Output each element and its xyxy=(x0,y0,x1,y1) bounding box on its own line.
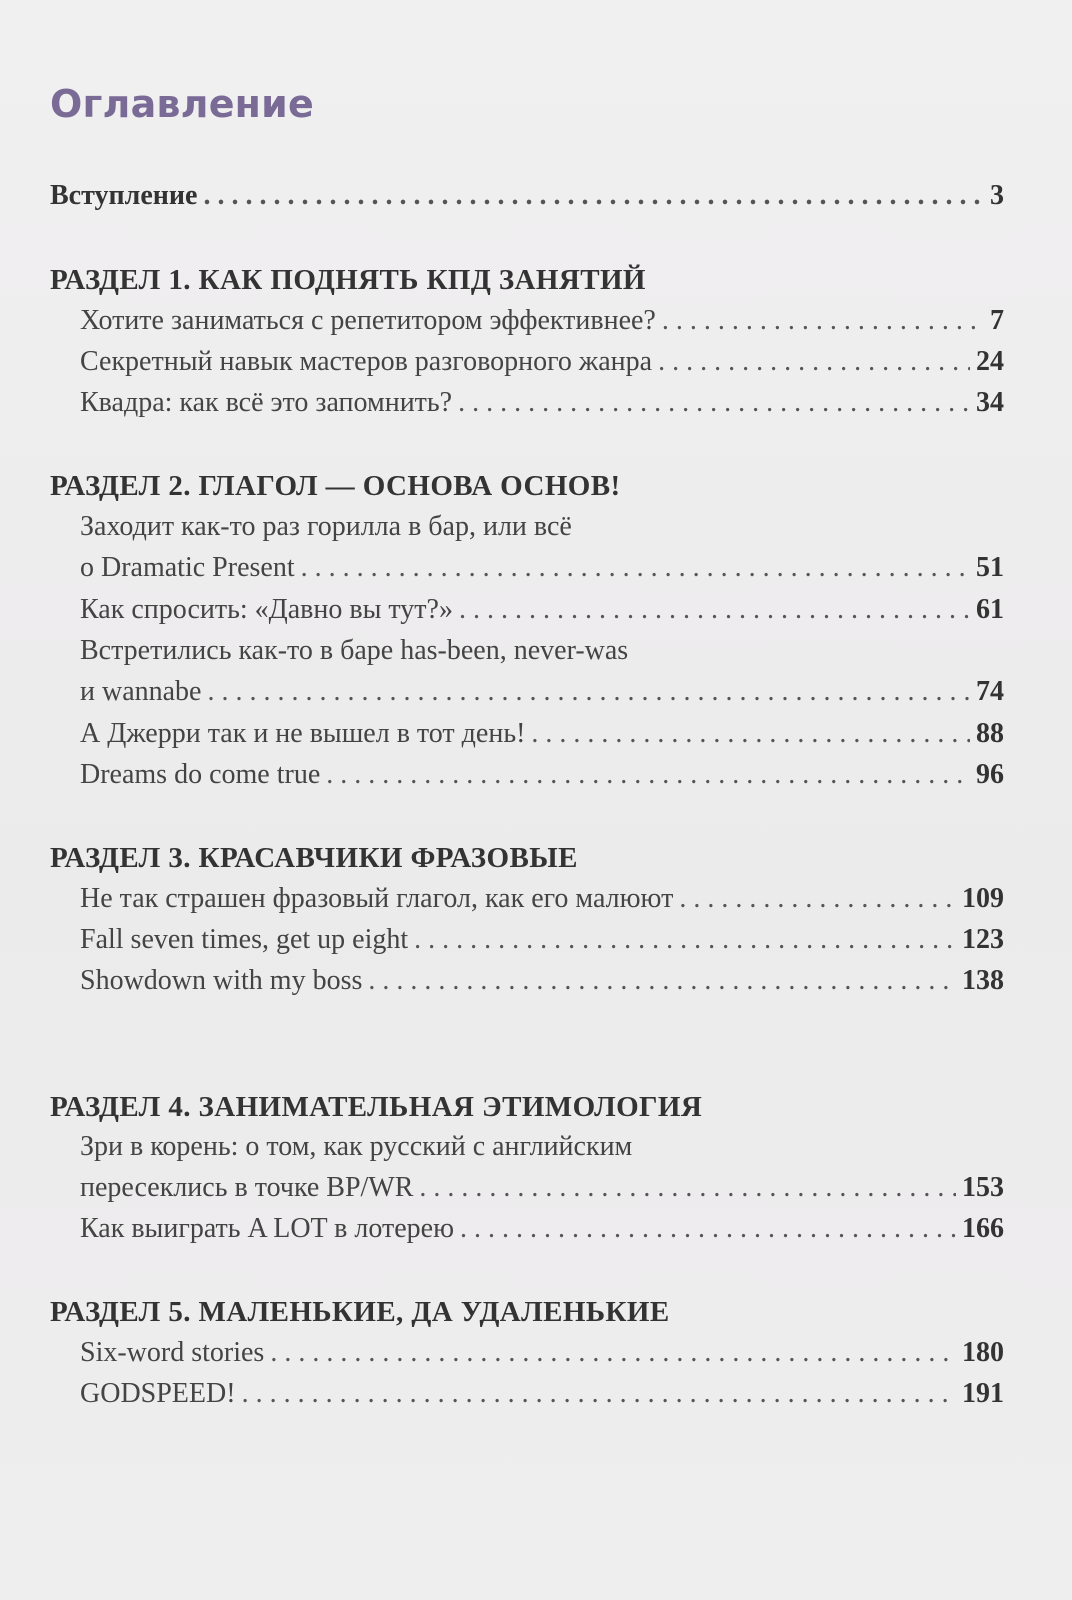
toc-entry-page: 74 xyxy=(976,676,1004,707)
dot-leader xyxy=(460,1213,956,1245)
toc-entry[interactable] xyxy=(80,552,1004,590)
dot-leader xyxy=(419,1172,956,1204)
toc-entry-page: 51 xyxy=(976,552,1004,583)
toc-entry[interactable] xyxy=(80,305,1004,343)
toc-entry[interactable] xyxy=(80,1172,1004,1210)
dot-leader xyxy=(368,965,956,997)
dot-leader xyxy=(203,180,984,212)
toc-entry-title: Dreams do come true xyxy=(80,759,321,790)
toc-entry-page: 61 xyxy=(976,594,1004,625)
toc-entry[interactable] xyxy=(80,594,1004,632)
toc-entry-title: и wannabe xyxy=(80,676,202,707)
dot-leader xyxy=(414,924,956,956)
toc-entry-title: Хотите заниматься с репетитором эффективнее? xyxy=(80,305,656,336)
toc-entry[interactable] xyxy=(80,924,1004,962)
toc-entry-title: Вступление xyxy=(50,180,198,211)
toc-entry-page: 166 xyxy=(962,1213,1004,1244)
dot-leader xyxy=(208,676,971,708)
section-title: РАЗДЕЛ 4. ЗАНИМАТЕЛЬНАЯ ЭТИМОЛОГИЯ xyxy=(50,1091,703,1123)
toc-entry[interactable] xyxy=(80,1337,1004,1375)
toc-entry-page: 191 xyxy=(962,1378,1004,1409)
section-title: РАЗДЕЛ 3. КРАСАВЧИКИ ФРАЗОВЫЕ xyxy=(50,842,578,874)
toc-entry-title: Секретный навык мастеров разговорного жанра xyxy=(80,346,653,377)
toc-entry-page: 88 xyxy=(976,718,1004,749)
toc-entry-title-line1: Заходит как-то раз горилла в бар, или всё xyxy=(80,511,572,542)
dot-leader xyxy=(459,594,970,626)
dot-leader xyxy=(679,883,956,915)
toc-entry-title: GODSPEED! xyxy=(80,1378,236,1409)
toc-entry-page: 7 xyxy=(990,305,1004,336)
toc-entry-title: Как выиграть A LOT в лотерею xyxy=(80,1213,454,1244)
dot-leader xyxy=(242,1378,956,1410)
toc-entry-title: Не так страшен фразовый глагол, как его малюют xyxy=(80,883,674,914)
toc-entry-page: 153 xyxy=(962,1172,1004,1203)
toc-entry-title: пересеклись в точке ВР/WR xyxy=(80,1172,414,1203)
toc-entry[interactable] xyxy=(80,346,1004,384)
toc-entry[interactable] xyxy=(80,1213,1004,1251)
toc-entry-title: Fall seven times, get up eight xyxy=(80,924,409,955)
toc-entry[interactable] xyxy=(80,965,1004,1003)
toc-entry-title: о Dramatic Present xyxy=(80,552,295,583)
toc-entry[interactable] xyxy=(80,387,1004,425)
toc-entry[interactable] xyxy=(80,1378,1004,1416)
toc-entry-intro[interactable] xyxy=(50,180,1004,218)
toc-entry-page: 3 xyxy=(990,180,1004,211)
toc-heading: Оглавление xyxy=(50,82,314,126)
section-title: РАЗДЕЛ 2. ГЛАГОЛ — ОСНОВА ОСНОВ! xyxy=(50,470,621,502)
toc-entry-page: 180 xyxy=(962,1337,1004,1368)
dot-leader xyxy=(326,759,970,791)
toc-entry[interactable] xyxy=(80,883,1004,921)
toc-entry-page: 96 xyxy=(976,759,1004,790)
toc-entry-title: Квадра: как всё это запомнить? xyxy=(80,387,453,418)
toc-entry-page: 109 xyxy=(962,883,1004,914)
dot-leader xyxy=(270,1337,956,1369)
toc-entry-title: Showdown with my boss xyxy=(80,965,363,996)
toc-entry-title: А Джерри так и не вышел в тот день! xyxy=(80,718,526,749)
toc-entry-title: Six-word stories xyxy=(80,1337,265,1368)
toc-entry-page: 34 xyxy=(976,387,1004,418)
dot-leader xyxy=(658,346,970,378)
toc-entry-page: 24 xyxy=(976,346,1004,377)
section-title: РАЗДЕЛ 5. МАЛЕНЬКИЕ, ДА УДАЛЕНЬКИЕ xyxy=(50,1296,670,1328)
toc-entry-title: Как спросить: «Давно вы тут?» xyxy=(80,594,453,625)
toc-entry[interactable] xyxy=(80,759,1004,797)
dot-leader xyxy=(531,718,970,750)
toc-entry[interactable] xyxy=(80,718,1004,756)
toc-entry-page: 123 xyxy=(962,924,1004,955)
section-title: РАЗДЕЛ 1. КАК ПОДНЯТЬ КПД ЗАНЯТИЙ xyxy=(50,264,646,296)
dot-leader xyxy=(662,305,984,337)
toc-entry-title-line1: Встретились как-то в баре has-been, never-was xyxy=(80,635,629,666)
dot-leader xyxy=(301,552,970,584)
toc-entry[interactable] xyxy=(80,676,1004,714)
toc-entry-title-line1: Зри в корень: о том, как русский с английским xyxy=(80,1131,633,1162)
toc-entry-page: 138 xyxy=(962,965,1004,996)
dot-leader xyxy=(458,387,970,419)
